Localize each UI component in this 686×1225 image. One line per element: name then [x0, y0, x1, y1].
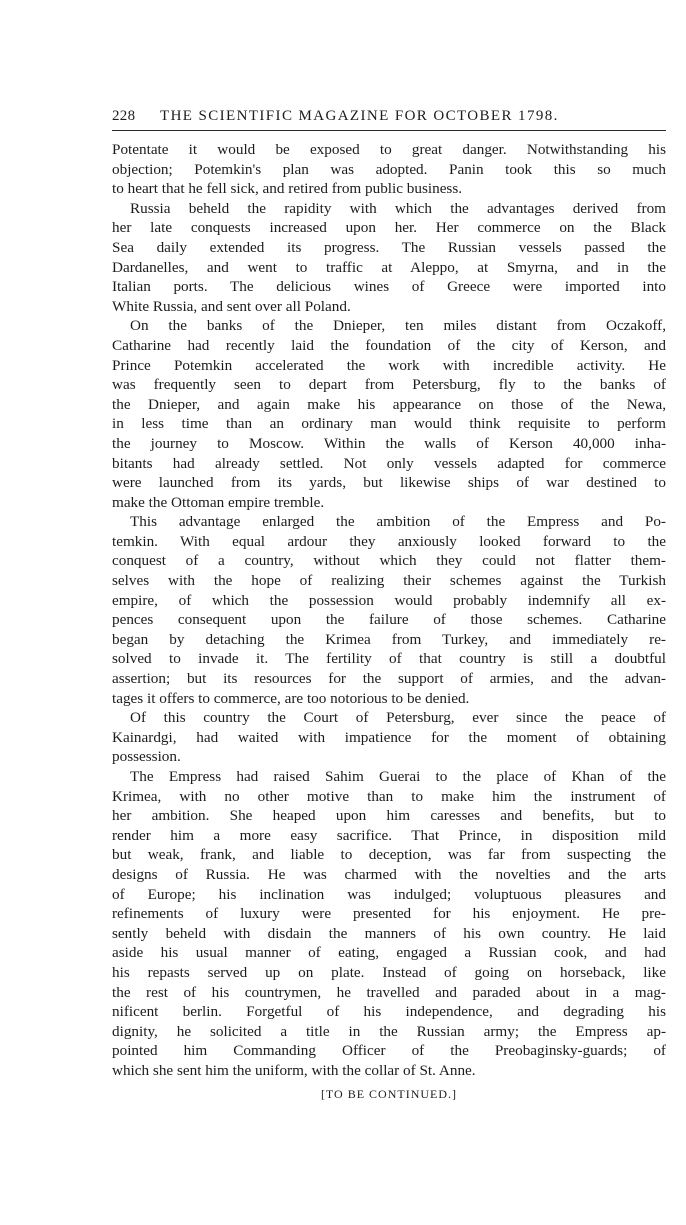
text-line: selves with the hope of realizing their schemes against the Turkish: [112, 572, 666, 590]
text-line: her ambition. She heaped upon him caresses and benefits, but to: [112, 807, 666, 825]
text-line: the journey to Moscow. Within the walls of Kerson 40,000 inha-: [112, 434, 666, 452]
text-line: to heart that he fell sick, and retired from public business.: [112, 180, 463, 198]
text-line: conquest of a country, without which they could not flatter them-: [112, 552, 666, 570]
text-line: refinements of luxury were presented for his enjoyment. He pre-: [112, 905, 666, 923]
text-line: were launched from its yards, but likewise ships of war destined to: [112, 474, 666, 492]
text-line: Krimea, with no other motive than to make him the instrument of: [112, 787, 666, 805]
text-line: make the Ottoman empire tremble.: [112, 493, 325, 511]
text-line: On the banks of the Dnieper, ten miles distant from Oczakoff,: [130, 317, 666, 335]
text-line: Kainardgi, had waited with impatience for the moment of obtaining: [112, 728, 666, 746]
article-body: [112, 140, 666, 1081]
text-line: but weak, frank, and liable to deception, was far from suspecting the: [112, 846, 666, 864]
text-line: assertion; but its resources for the support of armies, and the advan-: [112, 670, 666, 688]
text-line: The Empress had raised Sahim Guerai to the place of Khan of the: [130, 768, 666, 785]
running-head: [112, 108, 666, 125]
text-line: render him a more easy sacrifice. That Prince, in disposition mild: [112, 826, 666, 844]
text-line: Catharine had recently laid the foundation of the city of Kerson, and: [112, 336, 666, 354]
magazine-title: THE SCIENTIFIC MAGAZINE FOR OCTOBER 1798.: [160, 108, 559, 124]
text-line: White Russia, and sent over all Poland.: [112, 297, 351, 315]
text-line: dignity, he solicited a title in the Russian army; the Empress ap-: [112, 1022, 666, 1040]
text-line: his repasts served up on plate. Instead of going on horseback, like: [112, 963, 666, 981]
text-line: which she sent him the uniform, with the collar of St. Anne.: [112, 1061, 476, 1079]
text-line: nificent berlin. Forgetful of his independence, and degrading his: [112, 1003, 666, 1021]
text-line: Dardanelles, and went to traffic at Aleppo, at Smyrna, and in the: [112, 258, 666, 276]
text-line: sently beheld with disdain the manners of his own country. He laid: [112, 924, 666, 942]
header-rule: [112, 130, 666, 131]
text-line: tages it offers to commerce, are too notorious to be denied.: [112, 689, 470, 707]
page-number: 228: [112, 108, 136, 124]
text-line: temkin. With equal ardour they anxiously looked forward to the: [112, 532, 666, 550]
continued-note: [TO BE CONTINUED.]: [320, 1087, 458, 1101]
text-line: objection; Potemkin's plan was adopted. Panin took this so much: [112, 160, 666, 178]
text-line: designs of Russia. He was charmed with the novelties and the arts: [112, 865, 666, 883]
text-line: pointed him Commanding Officer of the Preobaginsky-guards; of: [112, 1042, 666, 1060]
text-line: the rest of his countrymen, he travelled and paraded about in a mag-: [112, 983, 666, 1001]
text-line: Sea daily extended its progress. The Russian vessels passed the: [112, 238, 666, 256]
text-line: empire, of which the possession would probably indemnify all ex-: [112, 591, 666, 609]
text-line: in less time than an ordinary man would think requisite to perform: [112, 415, 666, 433]
text-line: her late conquests increased upon her. Her commerce on the Black: [112, 219, 666, 237]
text-line: bitants had already settled. Not only vessels adapted for commerce: [112, 454, 666, 472]
text-line: of Europe; his inclination was indulged; voluptuous pleasures and: [112, 885, 666, 903]
text-line: Italian ports. The delicious wines of Greece were imported into: [112, 278, 666, 296]
text-line: the Dnieper, and again make his appearance on those of the Newa,: [112, 395, 666, 413]
text-line: Potentate it would be exposed to great danger. Notwithstanding his: [112, 141, 666, 158]
text-line: began by detaching the Krimea from Turkey, and immediately re-: [112, 630, 666, 648]
text-line: This advantage enlarged the ambition of the Empress and Po-: [130, 513, 666, 531]
text-line: was frequently seen to depart from Petersburg, fly to the banks of: [112, 376, 666, 394]
text-line: Prince Potemkin accelerated the work with incredible activity. He: [112, 356, 666, 374]
text-line: solved to invade it. The fertility of that country is still a doubtful: [112, 650, 666, 668]
text-line: aside his usual manner of eating, engaged a Russian cook, and had: [112, 944, 666, 962]
text-line: pences consequent upon the failure of those schemes. Catharine: [112, 611, 666, 629]
text-line: Russia beheld the rapidity with which the advantages derived from: [130, 199, 666, 217]
text-line: possession.: [112, 748, 181, 766]
text-line: Of this country the Court of Petersburg, ever since the peace of: [130, 709, 666, 727]
